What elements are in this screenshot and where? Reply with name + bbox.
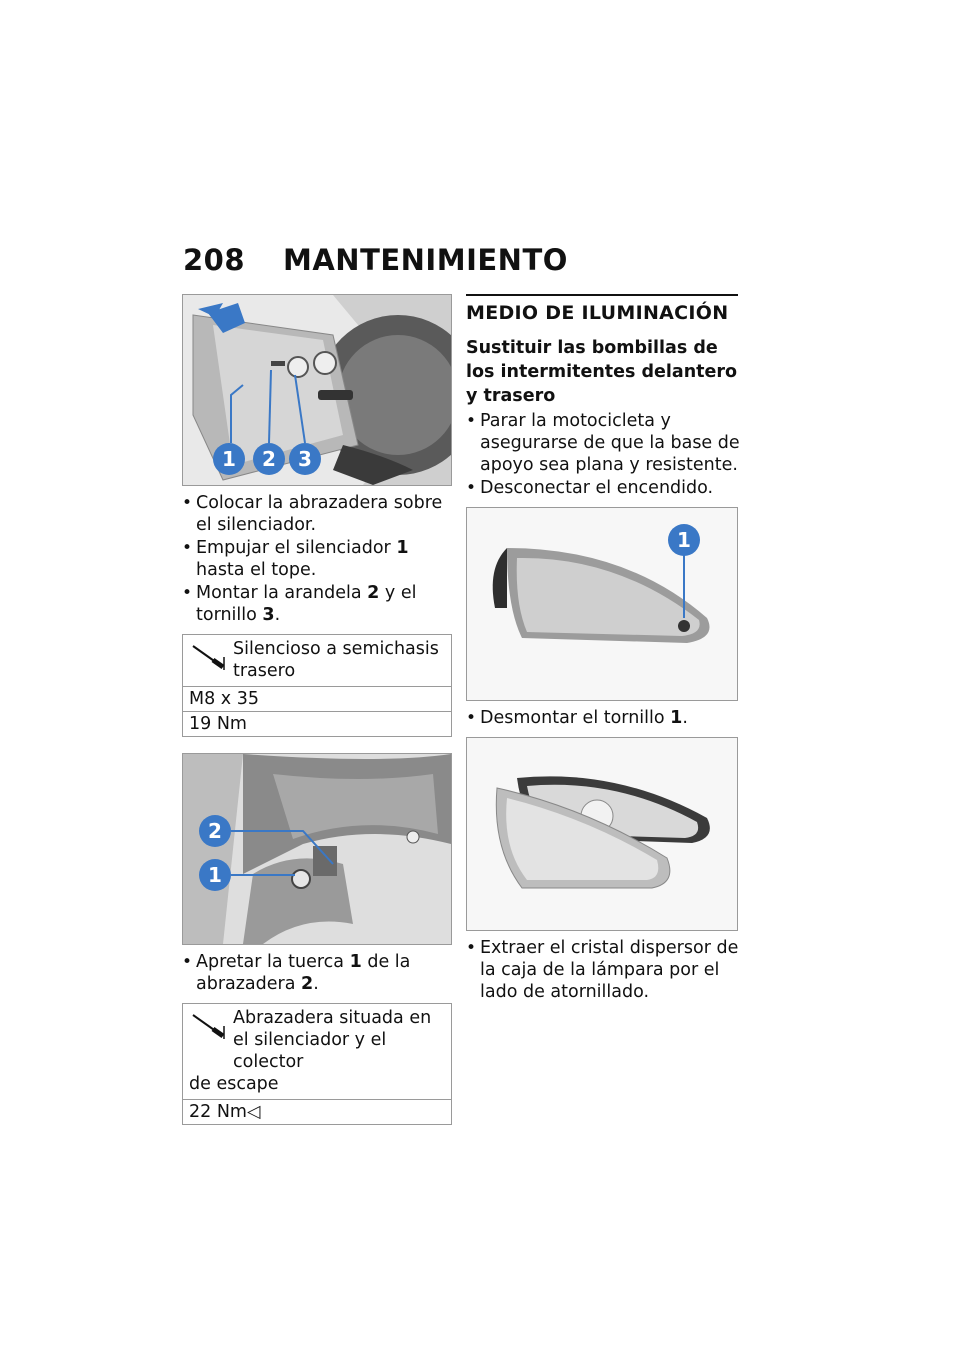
steps-list-2: [182, 951, 452, 995]
steps-list-5: [466, 937, 741, 1003]
list-item: • Desconectar el encendido.: [466, 477, 741, 499]
clamp-illustration: [183, 754, 451, 944]
right-column: [466, 294, 741, 1004]
callout-1: 1: [208, 863, 222, 887]
list-item: • Apretar la tuerca 1 de la abrazadera 2.: [182, 951, 452, 995]
torque-header: [183, 635, 451, 687]
torque-row-value: 22 Nm◁: [189, 1102, 261, 1122]
torque-row-size: M8 x 35: [183, 687, 451, 712]
sub-title: Sustituir las bombillas de los intermitentes delantero y trasero: [466, 338, 738, 406]
indicator-illustration: [467, 508, 737, 700]
left-column: [182, 294, 452, 1125]
list-item: • Montar la arandela 2 y el tornillo 3.: [182, 582, 452, 626]
silencer-illustration: [183, 295, 451, 485]
callout-1: 1: [222, 447, 236, 471]
callout-2: 2: [208, 819, 222, 843]
callout-2: 2: [262, 447, 276, 471]
torque-title: Abrazadera situada en el silenciador y el colector: [233, 1008, 432, 1072]
torque-title: Silencioso a semichasis trasero: [233, 639, 439, 681]
list-item: • Empujar el silenciador 1 hasta el tope.: [182, 537, 452, 581]
figure-indicator-screw: [466, 507, 738, 701]
indicator-lens-illustration: [467, 738, 737, 930]
steps-list-1: [182, 492, 452, 626]
figure-silencer: [182, 294, 452, 486]
page-number: 208: [183, 243, 246, 277]
callout-1: 1: [677, 528, 691, 552]
callout-3: 3: [298, 447, 312, 471]
torque-table-1: [182, 634, 452, 737]
figure-clamp: [182, 753, 452, 945]
torque-table-2: [182, 1003, 452, 1125]
list-item: • Parar la motocicleta y asegurarse de que la base de apoyo sea plana y resistente.: [466, 410, 741, 476]
steps-list-4: [466, 707, 741, 729]
chapter-title: MANTENIMIENTO: [283, 243, 568, 277]
list-item: • Desmontar el tornillo 1.: [466, 707, 741, 729]
list-item: • Colocar la abrazadera sobre el silenciador.: [182, 492, 452, 536]
page-header: [183, 243, 568, 277]
section-title: MEDIO DE ILUMINACIÓN: [466, 302, 729, 324]
torque-header: [183, 1004, 451, 1100]
section-divider: [466, 294, 738, 296]
figure-indicator-lens: [466, 737, 738, 931]
torque-title-cont: de escape: [189, 1074, 279, 1094]
torque-row-value: 19 Nm: [189, 714, 247, 734]
torque-wrench-icon: [191, 1012, 227, 1040]
steps-list-3: [466, 410, 741, 499]
list-item: • Extraer el cristal dispersor de la caja de la lámpara por el lado de atornillado.: [466, 937, 741, 1003]
torque-wrench-icon: [191, 643, 227, 671]
